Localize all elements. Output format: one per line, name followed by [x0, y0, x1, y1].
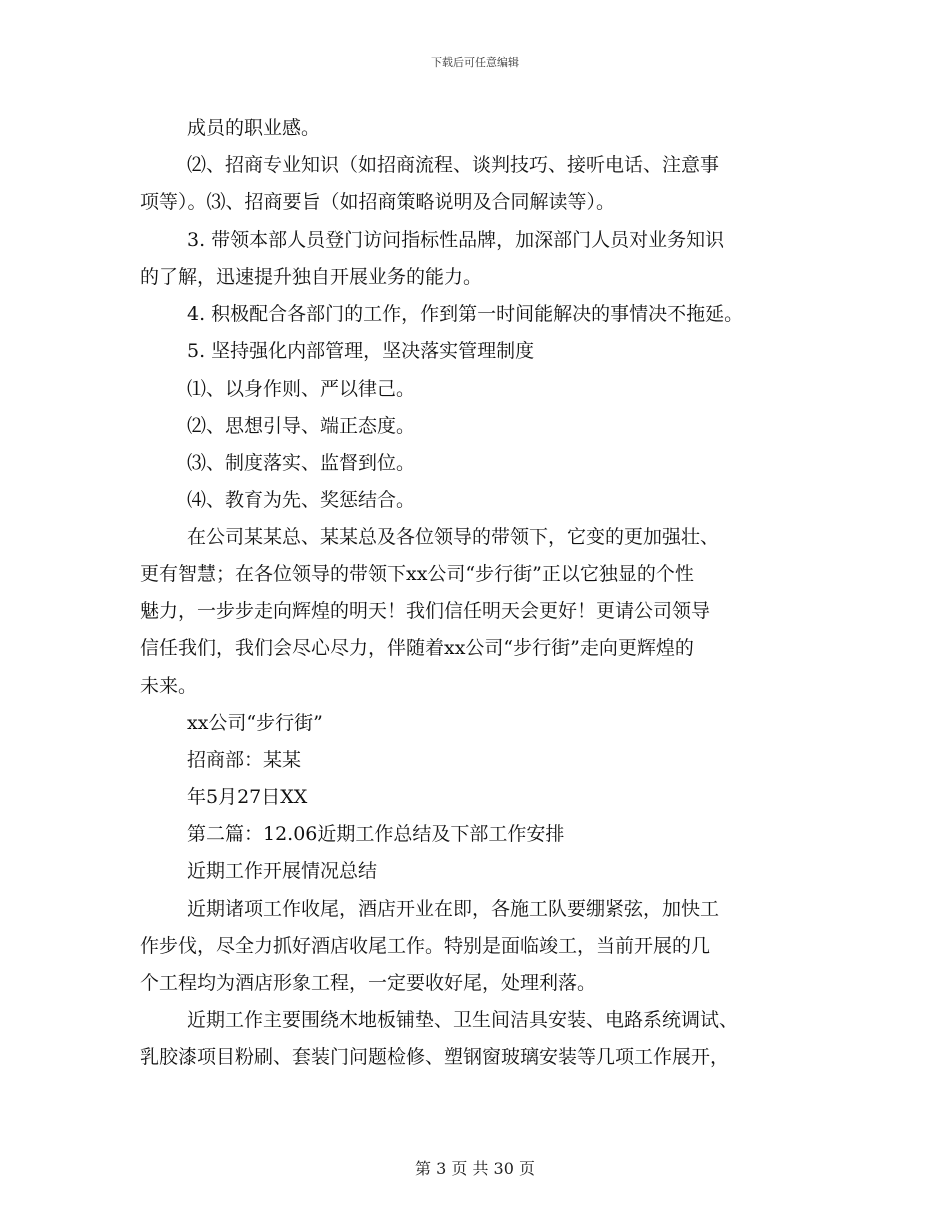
text-line: 个工程均为酒店形象工程，一定要收好尾，处理利落。	[140, 972, 597, 994]
text-line: 魅力，一步步走向辉煌的明天！我们信任明天会更好！更请公司领导	[140, 600, 711, 622]
text-line: 4. 积极配合各部门的工作，作到第一时间能解决的事情决不拖延。	[187, 303, 744, 325]
text-line: xx公司“步行街”	[187, 712, 323, 734]
text-line: 近期诸项工作收尾，酒店开业在即，各施工队要绷紧弦，加快工	[187, 898, 720, 920]
text-line: ⑴、以身作则、严以律己。	[187, 378, 416, 400]
text-line: 招商部：某某	[187, 749, 302, 771]
text-line: ⑵、招商专业知识（如招商流程、谈判技巧、接听电话、注意事	[187, 154, 720, 176]
text-line: 作步伐，尽全力抓好酒店收尾工作。特别是面临竣工，当前开展的几	[140, 935, 711, 957]
text-line: 更有智慧；在各位领导的带领下xx公司“步行街”正以它独显的个性	[140, 563, 694, 585]
subsection-heading: 近期工作开展情况总结	[187, 860, 378, 882]
text-line: 信任我们，我们会尽心尽力，伴随着xx公司“步行街”走向更辉煌的	[140, 637, 694, 659]
text-line: 未来。	[140, 675, 198, 697]
text-line: 近期工作主要围绕木地板铺垫、卫生间洁具安装、电路系统调试、	[187, 1009, 739, 1031]
text-line: ⑵、思想引导、端正态度。	[187, 415, 416, 437]
text-line: 乳胶漆项目粉刷、套装门问题检修、塑钢窗玻璃安装等几项工作展开，	[140, 1046, 730, 1068]
text-line: 在公司某某总、某某总及各位领导的带领下，它变的更加强壮、	[187, 526, 720, 548]
text-line: ⑷、教育为先、奖惩结合。	[187, 489, 416, 511]
section-heading: 第二篇：12.06近期工作总结及下部工作安排	[187, 823, 565, 845]
text-line: 年5月27日XX	[187, 786, 308, 808]
text-line: ⑶、制度落实、监督到位。	[187, 452, 416, 474]
text-line: 3. 带领本部人员登门访问指标性品牌，加深部门人员对业务知识	[187, 229, 725, 251]
text-line: 成员的职业感。	[187, 117, 321, 139]
text-line: 5. 坚持强化内部管理，坚决落实管理制度	[187, 340, 535, 362]
page-footer: 第 3 页 共 30 页	[415, 1159, 535, 1178]
text-line: 的了解，迅速提升独自开展业务的能力。	[140, 266, 483, 288]
text-line: 项等）。⑶、招商要旨（如招商策略说明及合同解读等）。	[140, 191, 616, 213]
page-header: 下载后可任意编辑	[431, 56, 519, 69]
